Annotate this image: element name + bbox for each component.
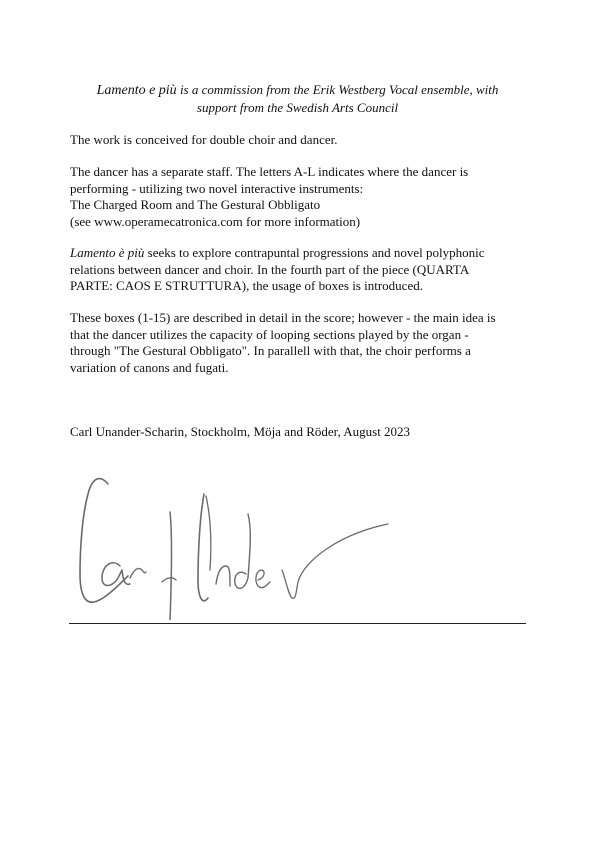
paragraph-boxes (70, 310, 530, 376)
signature-stroke (198, 494, 208, 601)
work-title: Lamento e più (96, 83, 177, 98)
paragraph-dancer (70, 164, 530, 230)
paragraph-line: Carl Unander-Scharin, Stockholm, Möja and Röder, August 2023 (70, 424, 411, 439)
paragraph-line: The work is conceived for double choir and dancer. (70, 132, 338, 147)
paragraph-concept (70, 245, 530, 295)
heading-line-1 (97, 82, 499, 97)
paragraph-instrumentation (70, 132, 530, 149)
paragraph-line: These boxes (1-15) are described in detail in the score; however - the main idea is (70, 310, 496, 325)
paragraph-line: (see www.operamecatronica.com for more information) (70, 213, 361, 229)
paragraph-line: variation of canons and fugati. (70, 359, 229, 375)
paragraph-line: that the dancer utilizes the capacity of looping sections played by the organ - (70, 326, 469, 342)
author-place-date (70, 424, 530, 441)
heading-line-1-rest: is a commission from the Erik Westberg Vocal ensemble, with (176, 82, 499, 97)
paragraph-line (70, 245, 530, 262)
paragraph-line: The Charged Room and The Gestural Obbligato (70, 197, 321, 212)
paragraph-line: through "The Gestural Obbligato". In parallell with that, the choir performs a (70, 343, 471, 358)
signature-stroke (216, 566, 230, 586)
signature-stroke (162, 578, 176, 582)
signature-stroke (282, 524, 388, 598)
signature-stroke (206, 496, 211, 570)
commission-heading (70, 82, 525, 116)
signature-stroke (170, 512, 172, 620)
work-title-inline: Lamento è più (70, 245, 145, 260)
signature-stroke (256, 570, 270, 588)
handwritten-signature (70, 470, 400, 620)
signature-underline (69, 623, 526, 624)
heading-line-2: support from the Swedish Arts Council (196, 99, 399, 115)
paragraph-line-rest: seeks to explore contrapuntal progressions and novel polyphonic (144, 245, 485, 260)
paragraph-line: The dancer has a separate staff. The letters A-L indicates where the dancer is (70, 164, 469, 179)
paragraph-line: performing - utilizing two novel interactive instruments: (70, 180, 364, 196)
signature-stroke (130, 568, 146, 578)
signature-stroke (235, 514, 251, 588)
signature-stroke (102, 563, 130, 586)
paragraph-line: PARTE: CAOS E STRUTTURA), the usage of boxes is introduced. (70, 278, 423, 293)
paragraph-line: relations between dancer and choir. In the fourth part of the piece (QUARTA (70, 261, 470, 277)
